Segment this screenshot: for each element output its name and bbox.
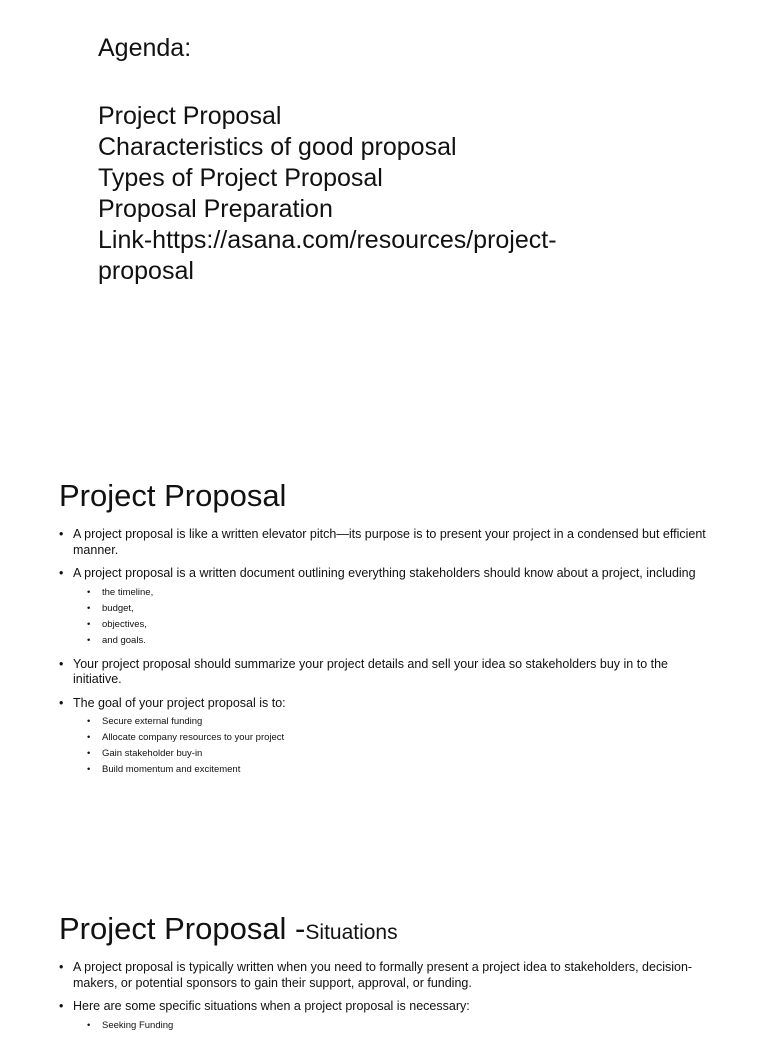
agenda-item: Proposal Preparation — [98, 195, 333, 223]
agenda-slide — [0, 0, 768, 430]
bullet-text: Your project proposal should summarize your project details and sell your idea so stakeholders buy in to the initiative. — [73, 656, 669, 686]
bullet-item — [59, 960, 719, 991]
bullet-item — [59, 657, 719, 688]
bullet-item — [59, 999, 719, 1034]
slide-subtitle: Situations — [305, 921, 398, 944]
slide-title-main: Project Proposal - — [59, 911, 306, 946]
sub-bullet-item: • Secure external funding — [87, 714, 719, 730]
bullet-text: A project proposal is like a written elevator pitch—its purpose is to present your project in a condensed but efficient manner. — [73, 527, 706, 557]
sub-bullet-item: • objectives, — [87, 617, 719, 633]
agenda-title: Agenda: — [98, 34, 192, 62]
agenda-item: Types of Project Proposal — [98, 164, 383, 192]
bullet-text: A project proposal is typically written when you need to formally present a project idea to stakeholders, decision-makers, or potential sponsors to gain their support, approval, or funding. — [73, 960, 693, 990]
sub-bullet-list — [87, 714, 719, 778]
sub-bullet-item: • Gain stakeholder buy-in — [87, 746, 719, 762]
agenda-list — [98, 101, 618, 287]
sub-bullet-item: • budget, — [87, 601, 719, 617]
bullet-text: The goal of your project proposal is to: — [73, 695, 286, 710]
sub-bullet-item: • the timeline, — [87, 585, 719, 601]
sub-bullet-item: • and goals. — [87, 633, 719, 649]
sub-bullet-item: • Allocate company resources to your project — [87, 730, 719, 746]
bullet-item — [59, 527, 719, 558]
sub-bullet-item: • Build momentum and excitement — [87, 762, 719, 778]
sub-bullet-item: • Seeking Funding — [87, 1018, 719, 1034]
bullet-item — [59, 696, 719, 779]
bullet-text: Here are some specific situations when a project proposal is necessary: — [73, 999, 470, 1013]
sub-bullet-list — [87, 1018, 719, 1034]
bullet-list — [59, 960, 719, 1042]
project-proposal-slide — [0, 462, 768, 842]
bullet-text: A project proposal is a written document outlining everything stakeholders should know about a project, including — [73, 566, 696, 580]
situations-slide — [0, 890, 768, 1031]
bullet-list — [59, 527, 719, 786]
slide-title: Project Proposal — [59, 478, 287, 513]
agenda-item: Characteristics of good proposal — [98, 133, 457, 161]
agenda-item-link: Link-https://asana.com/resources/project-proposal — [98, 226, 557, 285]
bullet-item — [59, 566, 719, 649]
agenda-item: Project Proposal — [98, 102, 282, 130]
sub-bullet-list — [87, 585, 719, 649]
slide-title — [59, 910, 398, 952]
